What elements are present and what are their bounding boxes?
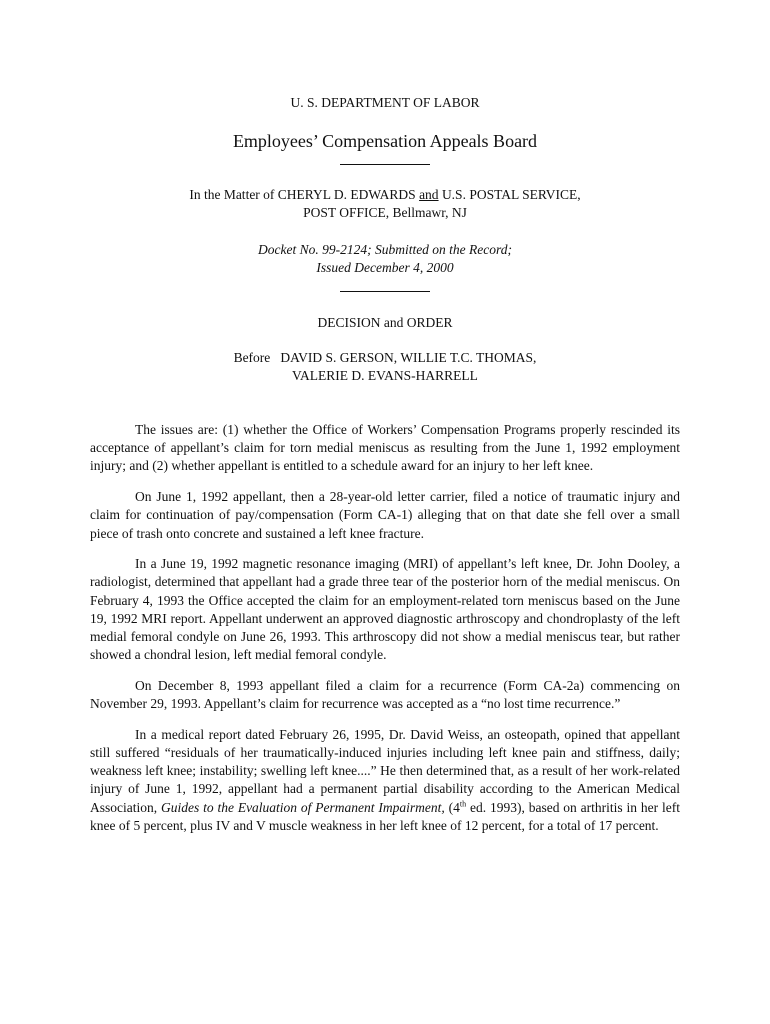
matter-and: and [419,187,439,202]
docket-info [0,241,770,277]
matter-line-1 [0,186,770,204]
paragraph-claim: On June 1, 1992 appellant, then a 28-year-old letter carrier, filed a notice of traumatic injury and claim for continuation of pay/compensation (Form CA-1) alleging that on that date she fell over a small piece of trash onto concrete and sustained a left knee fracture. [90,489,680,541]
decision-heading: DECISION and ORDER [317,315,453,330]
edition-superscript: th [459,799,467,809]
matter-line-2: POST OFFICE, Bellmawr, NJ [303,205,467,220]
p5-text-b: (4 [444,799,460,815]
board-title: Employees’ Compensation Appeals Board [232,131,538,151]
p5-text-c: ed. 1993), based on arthritis in her left knee of 5 percent, plus IV and V muscle weakness in her left knee of 12 percent, for a total of 17 percent. [90,799,680,833]
agency-heading: U. S. DEPARTMENT OF LABOR [290,95,480,110]
decision-body [90,421,680,848]
docket-line-2: Issued December 4, 2000 [316,260,454,275]
paragraph-issues: The issues are: (1) whether the Office of Workers’ Compensation Programs properly rescinded its acceptance of appellant’s claim for torn medial meniscus as resulting from the June 1, 1992 employment injury; and (2) whether appellant is entitled to a schedule award for an injury to her left knee. [90,422,680,474]
matter-caption [0,186,770,222]
divider-rule [340,164,430,165]
matter-suffix: U.S. POSTAL SERVICE, [438,187,581,202]
p5-text-a: In a medical report dated February 26, 1995, Dr. David Weiss, an osteopath, opined that appellant still suffered “residuals of her traumatically-induced injuries including left knee pain and stiffness, daily; weakness left knee; instability; swelling left knee....” He then determined that, as a result of her work-related injury of June 1, 1992, appellant had a permanent partial disability according to the American Medical Association, [90,726,680,815]
before-line-1: Before DAVID S. GERSON, WILLIE T.C. THOMAS, [233,350,537,365]
paragraph-recurrence: On December 8, 1993 appellant filed a claim for a recurrence (Form CA-2a) commencing on November 29, 1993. Appellant’s claim for recurrence was accepted as a “no lost time recurrence.” [90,677,680,712]
guides-citation: Guides to the Evaluation of Permanent Impairment, [160,799,445,815]
panel-members [0,349,770,385]
paragraph-mri: In a June 19, 1992 magnetic resonance imaging (MRI) of appellant’s left knee, Dr. John Dooley, a radiologist, determined that appellant had a grade three tear of the posterior horn of the medial meniscus. On February 4, 1993 the Office accepted the claim for an employment-related torn meniscus based on the June 19, 1992 MRI report. Appellant underwent an approved diagnostic arthroscopy and chondroplasty of the left medial femoral condyle on June 26, 1993. This arthroscopy did not show a medial meniscus tear, but rather showed a chondral lesion, left medial femoral condyle. [90,556,680,663]
docket-line-1: Docket No. 99-2124; Submitted on the Record; [257,242,513,257]
matter-prefix: In the Matter of CHERYL D. EDWARDS [189,187,420,202]
divider-rule [340,291,430,292]
before-line-2: VALERIE D. EVANS-HARRELL [292,368,478,383]
paragraph-medical-report [90,726,680,835]
